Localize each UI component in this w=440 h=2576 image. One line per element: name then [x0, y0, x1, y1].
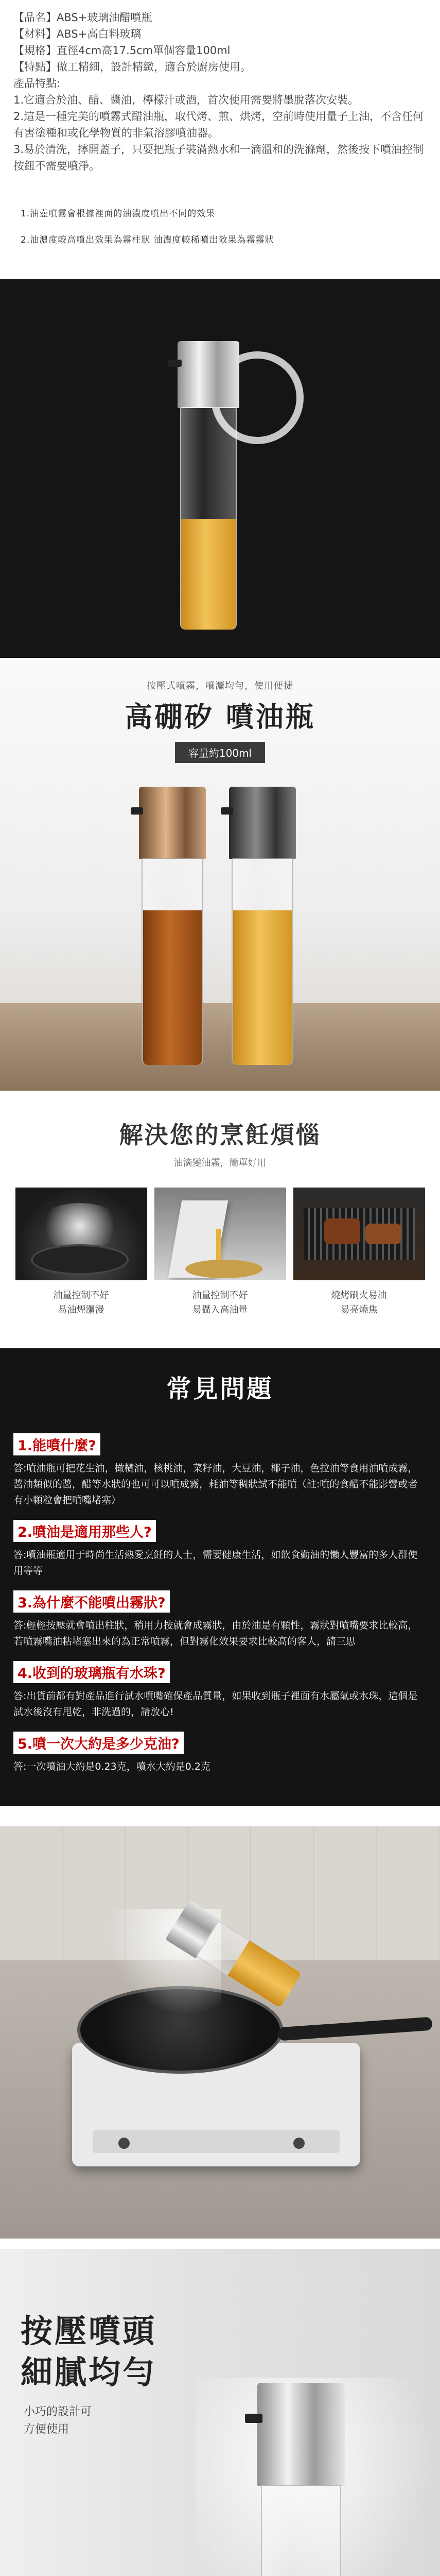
worry-caption-text: 油量控制不好 易油煙瀰漫	[53, 1290, 109, 1315]
faq-question: 2.噴油是適用那些人?	[13, 1520, 156, 1542]
spray-bottle-image	[178, 341, 239, 630]
bottle-left-image	[139, 787, 206, 1065]
faq-item	[13, 1650, 427, 1720]
spray-bottle-closeup-image	[257, 2383, 345, 2576]
stove-spray-image	[0, 1826, 440, 2239]
worry-caption	[154, 1289, 286, 1317]
faq-question: 5.噴一次大約是多少克油?	[13, 1732, 184, 1754]
spec-line: 2.這是一種完美的噴霧式醋油瓶，取代烤、煎、烘烤，空前時使用量子上油，不含任何有害塗種和或化學物質的非氣溶膠噴油器。	[13, 110, 424, 139]
oil-pour-image	[154, 1188, 286, 1280]
spec-line: 【規格】直徑4cm高17.5cm單個容量100ml	[13, 44, 231, 57]
worry-section	[0, 1091, 440, 1348]
hero-bottle-image	[0, 279, 440, 658]
worry-captions	[0, 1289, 440, 1317]
spec-line: 產品特點:	[13, 77, 61, 90]
faq-answer: 答:一次噴油大約是0.23克，噴水大約是0.2克	[13, 1761, 210, 1772]
boro-headline: 高硼矽 噴油瓶	[125, 701, 315, 733]
faq-title: 常見問題	[166, 1375, 274, 1403]
boro-subtitle: 按壓式噴霧，噴灑均勻，使用便捷	[147, 681, 293, 691]
worry-caption	[293, 1289, 425, 1317]
press-title-line: 細膩均勻	[21, 2353, 157, 2391]
spec-section	[0, 0, 440, 179]
spec-line: 【特點】做工精細，設計精緻，適合於廚房使用。	[13, 61, 251, 73]
spec-line: 3.易於清洗，擰開蓋子，只要把瓶子裝滿熱水和一滴溫和的洗滌劑，然後按下噴油控制按鈕不需要噴淨。	[13, 143, 424, 172]
worry-caption-text: 燒烤刷火易油 易亮燒焦	[331, 1290, 387, 1315]
spec-line: 1.它適合於油、醋、醬油，檸檬汁或酒，首次使用需要將墨脫落次安裝。	[13, 94, 359, 106]
grill-image	[293, 1188, 425, 1280]
faq-item	[13, 1422, 427, 1509]
faq-answer: 答:噴油瓶適用于時尚生活熱愛烹飪的人士，需要健康生活，如飲食勤油的懶人豐富的多人群使用等等	[13, 1549, 418, 1577]
faq-question: 4.收到的玻璃瓶有水珠?	[13, 1661, 170, 1683]
faq-item	[13, 1579, 427, 1650]
note-line: 2.油濃度較高噴出效果為霧柱狀 油濃度較稀噴出效果為霧霧狀	[21, 235, 274, 245]
worry-subtitle: 油滴變油霧，簡單好用	[173, 1158, 267, 1168]
bottle-right-image	[229, 787, 296, 1065]
smoke-pan-image	[15, 1188, 147, 1280]
spec-line: 【材料】ABS+高白料玻璃	[13, 28, 142, 40]
note-line: 1.油壺噴霧會根據裡面的油濃度噴出不同的效果	[21, 209, 216, 219]
faq-question: 1.能噴什麼?	[13, 1433, 100, 1455]
worry-caption	[15, 1289, 147, 1317]
table-surface	[0, 1003, 440, 1091]
faq-item	[13, 1509, 427, 1579]
faq-answer: 答:噴油瓶可把花生油，橄欖油，核桃油，菜籽油，大豆油，椰子油，色拉油等食用油噴成霧，醬油類似的醬，醋等水狀的也可可以噴成霧，耗油等稠狀試不能噴（註:噴的食醋不能影響或者有小顆粒會把噴嘴堵塞）	[13, 1463, 418, 1506]
press-title	[21, 2311, 156, 2393]
press-nozzle-section	[0, 2249, 440, 2576]
worry-images	[0, 1188, 440, 1280]
press-subtitle-line: 小巧的設計可	[24, 2405, 92, 2418]
press-subtitle	[24, 2403, 92, 2438]
spec-line: 【品名】ABS+玻璃油醋噴瓶	[13, 11, 152, 24]
press-subtitle-line: 方便使用	[24, 2423, 69, 2436]
capacity-badge: 容量約100ml	[175, 742, 265, 763]
faq-section	[0, 1348, 440, 1806]
worry-title: 解決您的烹飪煩惱	[119, 1121, 321, 1149]
faq-answer: 答:輕輕按壓就會噴出柱狀，稍用力按就會成霧狀，由於油是有顆性，霧狀對噴嘴要求比較高，若噴霧嘴油粘堵塞出來的為正常噴霧，但對霧化效果要求比較高的客人，請三思	[13, 1620, 418, 1647]
faq-item	[13, 1720, 427, 1775]
notes-section	[0, 179, 440, 279]
faq-answer: 答:出貨前都有對產品進行試水噴嘴確保產品質量，如果收到瓶子裡面有水屬氣或水珠，這個是試水後沒有甩乾，非洗過的，請放心!	[13, 1690, 418, 1718]
worry-caption-text: 油量控制不好 易攝入高油量	[192, 1290, 248, 1315]
faq-question: 3.為什麼不能噴出霧狀?	[13, 1590, 170, 1613]
press-title-line: 按壓噴頭	[21, 2312, 157, 2350]
borosilicate-section	[0, 658, 440, 1091]
